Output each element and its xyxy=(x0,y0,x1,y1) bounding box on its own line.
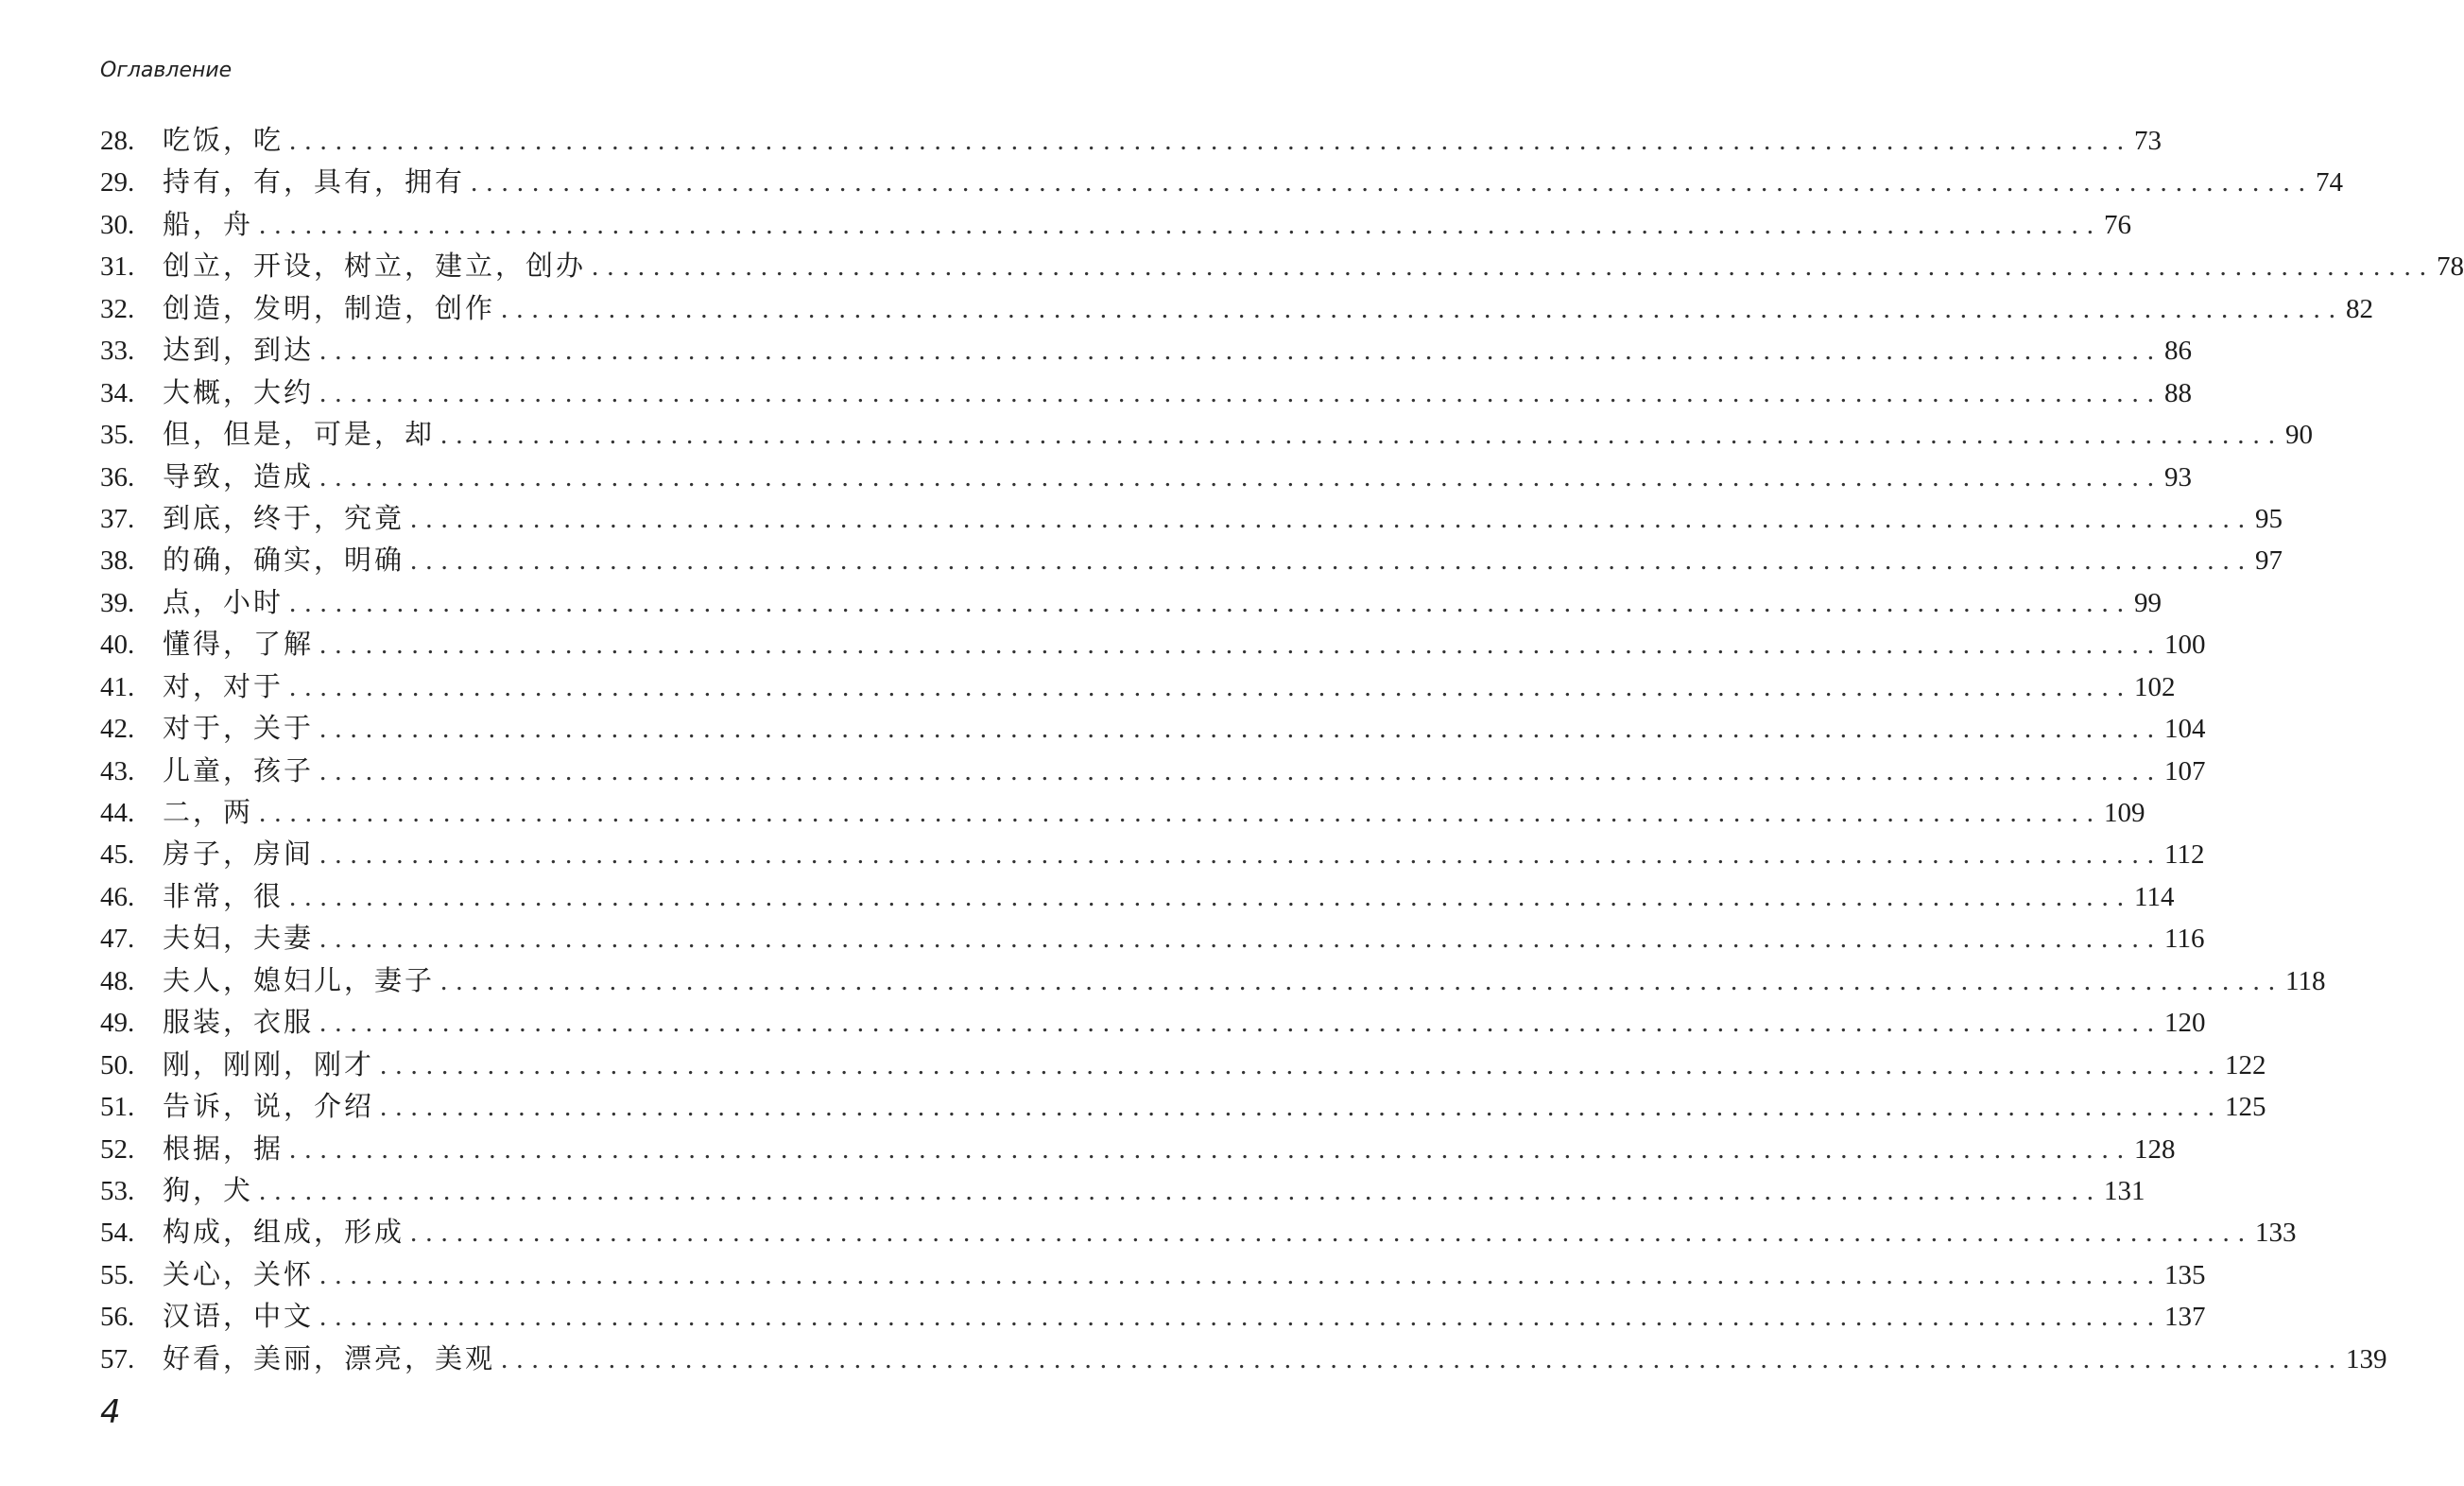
entry-page: 88 xyxy=(2164,377,2193,408)
entry-title: 根据，据 xyxy=(163,1132,284,1165)
toc-entry xyxy=(100,665,2176,707)
entry-number: 51. xyxy=(100,1092,135,1123)
entry-page: 131 xyxy=(2104,1175,2145,1206)
entry-page: 82 xyxy=(2346,293,2374,324)
toc-entry xyxy=(100,1211,2297,1253)
entry-page: 90 xyxy=(2285,420,2314,451)
entry-number: 38. xyxy=(100,545,135,577)
entry-page: 93 xyxy=(2164,461,2193,492)
entry-title: 对，对于 xyxy=(163,669,284,702)
entry-page: 74 xyxy=(2316,167,2344,199)
entry-title: 汉语，中文 xyxy=(163,1300,315,1333)
entry-number: 50. xyxy=(100,1049,135,1080)
dot-leader: ........................................................................................................................ xyxy=(289,1133,2133,1165)
toc-entry xyxy=(100,372,2193,413)
dot-leader: ........................................................................................................................ xyxy=(319,377,2163,408)
toc-entry xyxy=(100,1338,2387,1379)
entry-title: 二，两 xyxy=(163,796,254,828)
toc-entry xyxy=(100,1001,2206,1043)
entry-page: 137 xyxy=(2164,1302,2206,1333)
entry-page: 120 xyxy=(2164,1008,2206,1039)
toc-entry xyxy=(100,833,2205,874)
entry-page: 99 xyxy=(2134,587,2162,618)
entry-title: 告诉，说，介绍 xyxy=(163,1090,375,1123)
entry-title: 非常，很 xyxy=(163,879,284,912)
entry-page: 109 xyxy=(2104,798,2145,828)
dot-leader: ........................................................................................................................ xyxy=(440,420,2284,451)
entry-number: 32. xyxy=(100,293,135,324)
entry-title: 服装，衣服 xyxy=(163,1006,315,1039)
toc-entry xyxy=(100,707,2206,749)
entry-number: 28. xyxy=(100,126,135,156)
table-of-contents xyxy=(100,119,2464,1379)
entry-title: 创立，开设，树立，建立，创办 xyxy=(163,250,587,283)
entry-page: 102 xyxy=(2134,671,2176,702)
entry-title: 吃饭，吃 xyxy=(163,124,284,156)
dot-leader: ........................................................................................................................ xyxy=(410,503,2254,534)
toc-entry xyxy=(100,623,2206,665)
toc-entry xyxy=(100,497,2283,539)
toc-entry xyxy=(100,329,2193,371)
entry-title: 点，小时 xyxy=(163,585,284,618)
entry-title: 房子，房间 xyxy=(163,838,315,871)
page-number: 4 xyxy=(100,1393,121,1431)
entry-page: 95 xyxy=(2255,503,2283,534)
entry-title: 但，但是，可是，却 xyxy=(163,418,436,451)
entry-number: 36. xyxy=(100,461,135,492)
dot-leader: ........................................................................................................................ xyxy=(319,714,2163,745)
entry-number: 53. xyxy=(100,1175,135,1206)
entry-number: 39. xyxy=(100,587,135,618)
entry-number: 42. xyxy=(100,714,135,745)
dot-leader: ........................................................................................................................ xyxy=(319,630,2163,661)
entry-number: 52. xyxy=(100,1133,135,1165)
toc-entry xyxy=(100,581,2162,623)
toc-entry xyxy=(100,750,2206,791)
dot-leader: ........................................................................................................................ xyxy=(410,545,2254,577)
toc-entry xyxy=(100,1253,2206,1295)
entry-number: 33. xyxy=(100,336,135,367)
toc-entry xyxy=(100,1128,2176,1169)
entry-number: 29. xyxy=(100,167,135,199)
entry-page: 125 xyxy=(2225,1092,2266,1123)
dot-leader: ........................................................................................................................ xyxy=(289,126,2133,156)
toc-entry xyxy=(100,413,2314,455)
toc-entry xyxy=(100,203,2132,245)
dot-leader: ........................................................................................................................ xyxy=(319,755,2163,786)
entry-page: 135 xyxy=(2164,1259,2206,1290)
entry-page: 97 xyxy=(2255,545,2283,577)
dot-leader: ........................................................................................................................ xyxy=(319,924,2163,955)
toc-entry xyxy=(100,245,2464,286)
entry-title: 儿童，孩子 xyxy=(163,753,315,786)
entry-number: 47. xyxy=(100,924,135,955)
entry-number: 55. xyxy=(100,1259,135,1290)
entry-number: 34. xyxy=(100,377,135,408)
entry-page: 86 xyxy=(2164,336,2193,367)
dot-leader: ........................................................................................................................ xyxy=(259,1175,2103,1206)
entry-title: 夫人，媳妇儿，妻子 xyxy=(163,963,436,996)
entry-page: 107 xyxy=(2164,755,2206,786)
toc-entry xyxy=(100,539,2283,580)
dot-leader: ........................................................................................................................ xyxy=(592,251,2436,283)
dot-leader: ........................................................................................................................ xyxy=(319,839,2163,871)
toc-entry xyxy=(100,287,2374,329)
toc-entry xyxy=(100,791,2145,833)
toc-entry xyxy=(100,119,2162,161)
entry-number: 45. xyxy=(100,839,135,871)
entry-title: 大概，大约 xyxy=(163,375,315,408)
entry-title: 的确，确实，明确 xyxy=(163,544,405,577)
entry-number: 41. xyxy=(100,671,135,702)
entry-page: 76 xyxy=(2104,209,2132,240)
entry-number: 48. xyxy=(100,965,135,996)
entry-number: 49. xyxy=(100,1008,135,1039)
entry-number: 35. xyxy=(100,420,135,451)
toc-entry xyxy=(100,917,2205,959)
entry-title: 狗，犬 xyxy=(163,1173,254,1206)
dot-leader: ........................................................................................................................ xyxy=(380,1092,2224,1123)
entry-page: 116 xyxy=(2164,924,2205,955)
dot-leader: ........................................................................................................................ xyxy=(319,1008,2163,1039)
dot-leader: ........................................................................................................................ xyxy=(319,461,2163,492)
entry-number: 40. xyxy=(100,630,135,661)
toc-entry xyxy=(100,1169,2145,1211)
entry-title: 对于，关于 xyxy=(163,712,315,745)
entry-number: 37. xyxy=(100,503,135,534)
toc-entry xyxy=(100,161,2344,202)
toc-entry xyxy=(100,959,2326,1001)
entry-title: 夫妇，夫妻 xyxy=(163,922,315,955)
entry-page: 118 xyxy=(2285,965,2326,996)
entry-number: 43. xyxy=(100,755,135,786)
entry-number: 46. xyxy=(100,881,135,912)
entry-title: 创造，发明，制造，创作 xyxy=(163,291,496,324)
entry-number: 57. xyxy=(100,1343,135,1374)
running-head: Оглавление xyxy=(100,59,233,82)
dot-leader: ........................................................................................................................ xyxy=(319,1259,2163,1290)
entry-page: 122 xyxy=(2225,1049,2266,1080)
entry-page: 104 xyxy=(2164,714,2206,745)
entry-page: 73 xyxy=(2134,126,2162,156)
entry-number: 54. xyxy=(100,1218,135,1249)
entry-title: 关心，关怀 xyxy=(163,1257,315,1290)
entry-page: 133 xyxy=(2255,1218,2297,1249)
entry-title: 懂得，了解 xyxy=(163,628,315,661)
dot-leader: ........................................................................................................................ xyxy=(319,1302,2163,1333)
toc-entry xyxy=(100,875,2175,917)
dot-leader: ........................................................................................................................ xyxy=(289,587,2133,618)
toc-entry xyxy=(100,1085,2266,1127)
entry-number: 56. xyxy=(100,1302,135,1333)
entry-page: 112 xyxy=(2164,839,2205,871)
entry-title: 构成，组成，形成 xyxy=(163,1216,405,1249)
entry-title: 导致，造成 xyxy=(163,459,315,492)
entry-title: 达到，到达 xyxy=(163,334,315,367)
toc-entry xyxy=(100,456,2193,497)
entry-number: 31. xyxy=(100,251,135,283)
dot-leader: ........................................................................................................................ xyxy=(410,1218,2254,1249)
entry-title: 刚，刚刚，刚才 xyxy=(163,1047,375,1080)
dot-leader: ........................................................................................................................ xyxy=(289,671,2133,702)
dot-leader: ........................................................................................................................ xyxy=(380,1049,2224,1080)
dot-leader: ........................................................................................................................ xyxy=(440,965,2284,996)
entry-title: 持有，有，具有，拥有 xyxy=(163,165,466,199)
entry-page: 114 xyxy=(2134,881,2175,912)
entry-number: 30. xyxy=(100,209,135,240)
dot-leader: ........................................................................................................................ xyxy=(259,798,2103,828)
dot-leader: ........................................................................................................................ xyxy=(289,881,2133,912)
entry-number: 44. xyxy=(100,798,135,828)
entry-title: 好看，美丽，漂亮，美观 xyxy=(163,1341,496,1374)
dot-leader: ........................................................................................................................ xyxy=(319,336,2163,367)
dot-leader: ........................................................................................................................ xyxy=(471,167,2315,199)
entry-title: 船，舟 xyxy=(163,207,254,240)
entry-page: 139 xyxy=(2346,1343,2387,1374)
entry-page: 100 xyxy=(2164,630,2206,661)
dot-leader: ........................................................................................................................ xyxy=(501,1343,2345,1374)
toc-entry xyxy=(100,1295,2206,1337)
toc-entry xyxy=(100,1044,2266,1085)
dot-leader: ........................................................................................................................ xyxy=(259,209,2103,240)
entry-title: 到底，终于，究竟 xyxy=(163,501,405,534)
dot-leader: ........................................................................................................................ xyxy=(501,293,2345,324)
entry-page: 78 xyxy=(2437,251,2464,283)
entry-page: 128 xyxy=(2134,1133,2176,1165)
